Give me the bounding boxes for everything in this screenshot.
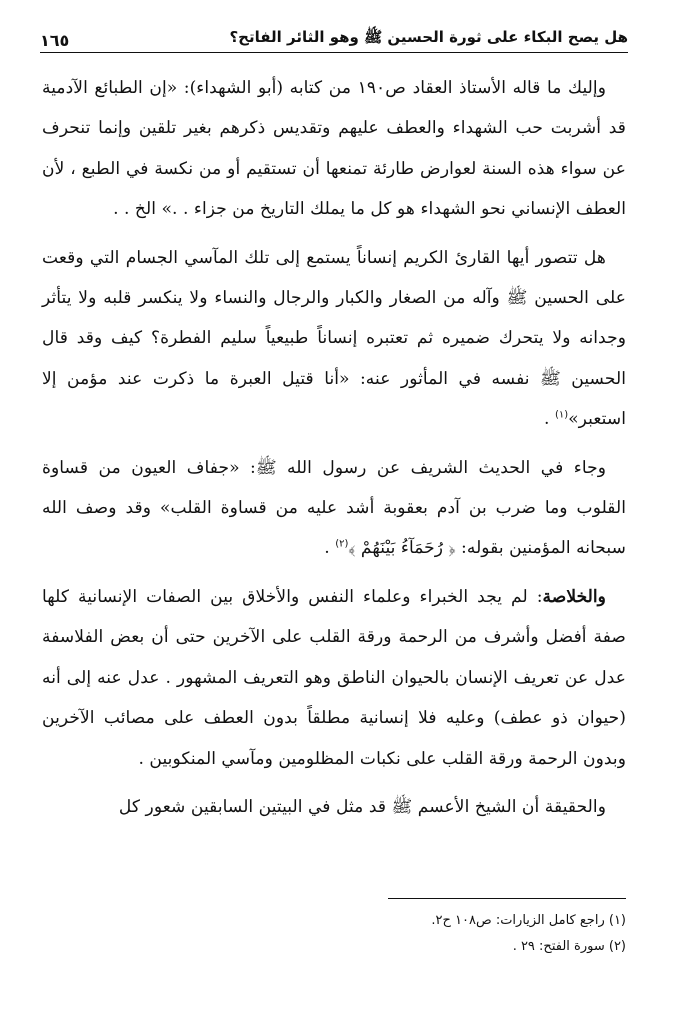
paragraph-2 <box>42 238 626 440</box>
footnote-rule <box>388 898 626 899</box>
running-title: هل يصح البكاء على ثورة الحسين ﷺ وهو الثائر الفاتح؟ <box>229 28 628 46</box>
page-header <box>40 16 628 50</box>
footnote-marker: (١) <box>554 409 569 421</box>
paragraph-text: والحقيقة أن الشيخ الأعسم ﷺ قد مثل في البيتين السابقين شعور كل <box>118 796 606 817</box>
footnotes <box>300 908 626 960</box>
paragraph-text: وجاء في الحديث الشريف عن رسول الله ﷺ: «جفاف العيون من قساوة القلوب وما ضرب بن آدم بعقوبة أشد عليه من قساوة القلب» وقد وصف الله سبحانه المؤمنين بقوله: ﴿ رُحَمَآءُ بَيْنَهُمْ ﴾ <box>42 457 626 559</box>
paragraph-text: : لم يجد الخبراء وعلماء النفس والأخلاق بين الصفات الإنسانية كلها صفة أفضل وأشرف من الرحمة ورقة القلب على الآخرين حتى أن بعض الفلاسفة عدل عن تعريف الإنسان بالحيوان الناطق وهو التعريف المشهور . عدل عنه إلى أنه (حيوان ذو عطف) وعليه فلا إنسانية مطلقاً بدون العطف على مصائب الآخرين وبدون الرحمة ورقة القلب على نكبات المظلومين ومآسي المنكوبين . <box>42 586 626 769</box>
paragraph-tail: . <box>544 409 555 430</box>
footnote-marker: (٢) <box>335 538 349 550</box>
footnote-1: (١) راجع كامل الزيارات: ص١٠٨ ح٢. <box>431 913 626 928</box>
paragraph-1 <box>42 68 626 230</box>
body-text <box>42 68 626 827</box>
paragraph-4 <box>42 577 626 779</box>
paragraph-5 <box>42 787 626 827</box>
paragraph-3 <box>42 448 626 569</box>
paragraph-lead: والخلاصة <box>542 586 606 607</box>
footnote-2: (٢) سورة الفتح: ٢٩ . <box>512 939 626 954</box>
paragraph-text: هل تتصور أيها القارئ الكريم إنساناً يستمع إلى تلك المآسي الجسام التي وقعت على الحسين ﷺ وآله من الصغار والكبار والرجال والنساء ولا ينكسر قلبه ولا يتأثر وجدانه ولا يتحرك ضميره ثم تعتبره إنساناً طبيعياً سليم الفطرة؟ كيف وقد قال الحسين ﷺ نفسه في المأثور عنه: «أنا قتيل العبرة ما ذكرت عند مؤمن إلا استعبر» <box>42 247 626 430</box>
page-number: ١٦٥ <box>40 31 70 50</box>
header-rule <box>40 52 628 53</box>
paragraph-tail: . <box>324 538 336 559</box>
paragraph-text: وإليك ما قاله الأستاذ العقاد ص١٩٠ من كتابه (أبو الشهداء): «إن الطبائع الآدمية قد أشربت حب الشهداء والعطف عليهم وتقديس ذكرهم بغير تلقين وإنما تنحرف عن سواء هذه السنة لعوارض طارئة تمنعها أن تستقيم أو من نكسة في الطبع ، لأن العطف الإنساني نحو الشهداء هو كل ما يملك التاريخ من جزاء . .» الخ . . <box>42 78 626 220</box>
